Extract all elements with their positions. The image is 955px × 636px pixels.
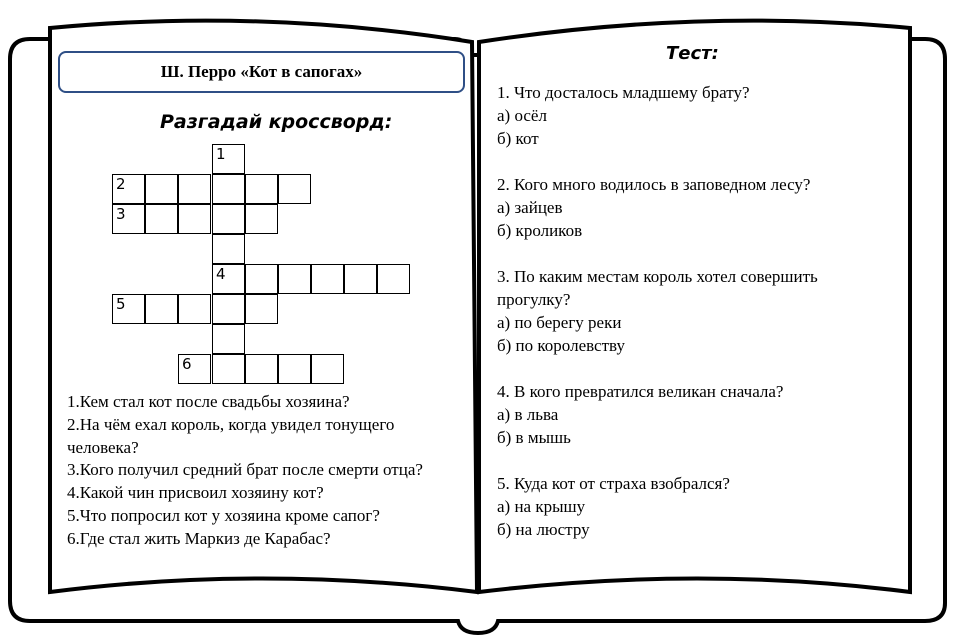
crossword-cell[interactable] — [212, 234, 245, 264]
crossword-cell[interactable] — [145, 204, 178, 234]
crossword-cell[interactable] — [212, 144, 245, 174]
clue-5: 5.Что попросил кот у хозяина кроме сапог? — [67, 505, 380, 525]
crossword-cell[interactable] — [245, 294, 278, 324]
answer-option[interactable]: б) в мышь — [497, 428, 571, 447]
answer-option[interactable]: а) по берегу реки — [497, 313, 622, 332]
crossword-cell[interactable] — [178, 204, 211, 234]
book-title: Ш. Перро «Кот в сапогах» — [160, 62, 363, 81]
clue-1: 1.Кем стал кот после свадьбы хозяина? — [67, 392, 350, 411]
clue-4: 4.Какой чин присвоил хозяину кот? — [67, 483, 324, 503]
answer-option[interactable]: б) по королевству — [497, 336, 625, 355]
answer-option[interactable]: а) зайцев — [497, 198, 563, 217]
crossword-cell[interactable] — [311, 264, 344, 294]
crossword-cell[interactable] — [145, 294, 178, 324]
question-text: 3. По каким местам король хотел совершить прогулку? — [497, 267, 818, 309]
question-5 — [497, 472, 887, 541]
crossword-clues — [67, 391, 467, 551]
answer-option[interactable]: б) кроликов — [497, 221, 583, 240]
crossword-cell[interactable] — [278, 174, 311, 204]
crossword-cell[interactable] — [112, 174, 145, 204]
crossword-cell[interactable] — [344, 264, 377, 294]
answer-option[interactable]: б) на люстру — [497, 520, 590, 539]
question-text: 4. В кого превратился великан сначала? — [497, 382, 784, 401]
answer-option[interactable]: а) в льва — [497, 405, 559, 424]
crossword-number: 1 — [216, 145, 226, 163]
crossword-cell[interactable] — [212, 354, 245, 384]
crossword-cell[interactable] — [178, 354, 211, 384]
clue-2: 2.На чём ехал король, когда увидел тонущего человека? — [67, 414, 395, 457]
answer-option[interactable]: а) осёл — [497, 106, 547, 125]
crossword-cell[interactable] — [178, 174, 211, 204]
question-4 — [497, 380, 887, 449]
crossword-cell[interactable] — [145, 174, 178, 204]
crossword-cell[interactable] — [212, 204, 245, 234]
question-2 — [497, 173, 887, 242]
crossword-cell[interactable] — [112, 204, 145, 234]
crossword-cell[interactable] — [178, 294, 211, 324]
crossword-cell[interactable] — [377, 264, 410, 294]
test-title: Тест: — [666, 43, 719, 64]
question-1 — [497, 81, 887, 150]
crossword-cell[interactable] — [245, 204, 278, 234]
crossword-title: Разгадай кроссворд: — [160, 111, 393, 133]
crossword-cell[interactable] — [245, 174, 278, 204]
clue-3: 3.Кого получил средний брат после смерти отца? — [67, 460, 423, 480]
question-text: 5. Куда кот от страха взобрался? — [497, 474, 730, 493]
test-questions — [497, 81, 887, 564]
crossword-number: 5 — [116, 295, 126, 313]
crossword-cell[interactable] — [278, 264, 311, 294]
crossword-cell[interactable] — [112, 294, 145, 324]
question-3 — [497, 265, 887, 357]
crossword-cell[interactable] — [311, 354, 344, 384]
crossword-cell[interactable] — [212, 324, 245, 354]
crossword-number: 3 — [116, 205, 126, 223]
crossword-cell[interactable] — [245, 354, 278, 384]
crossword-cell[interactable] — [278, 354, 311, 384]
crossword-number: 4 — [216, 265, 226, 283]
clue-6: 6.Где стал жить Маркиз де Карабас? — [67, 528, 331, 548]
question-text: 1. Что досталось младшему брату? — [497, 83, 750, 102]
crossword-cell[interactable] — [212, 264, 245, 294]
crossword-number: 6 — [182, 355, 192, 373]
question-text: 2. Кого много водилось в заповедном лесу? — [497, 175, 811, 194]
book-title-box — [58, 51, 465, 93]
crossword-cell[interactable] — [212, 294, 245, 324]
crossword-number: 2 — [116, 175, 126, 193]
crossword-cell[interactable] — [212, 174, 245, 204]
answer-option[interactable]: б) кот — [497, 129, 539, 148]
crossword-cell[interactable] — [245, 264, 278, 294]
answer-option[interactable]: а) на крышу — [497, 497, 586, 516]
